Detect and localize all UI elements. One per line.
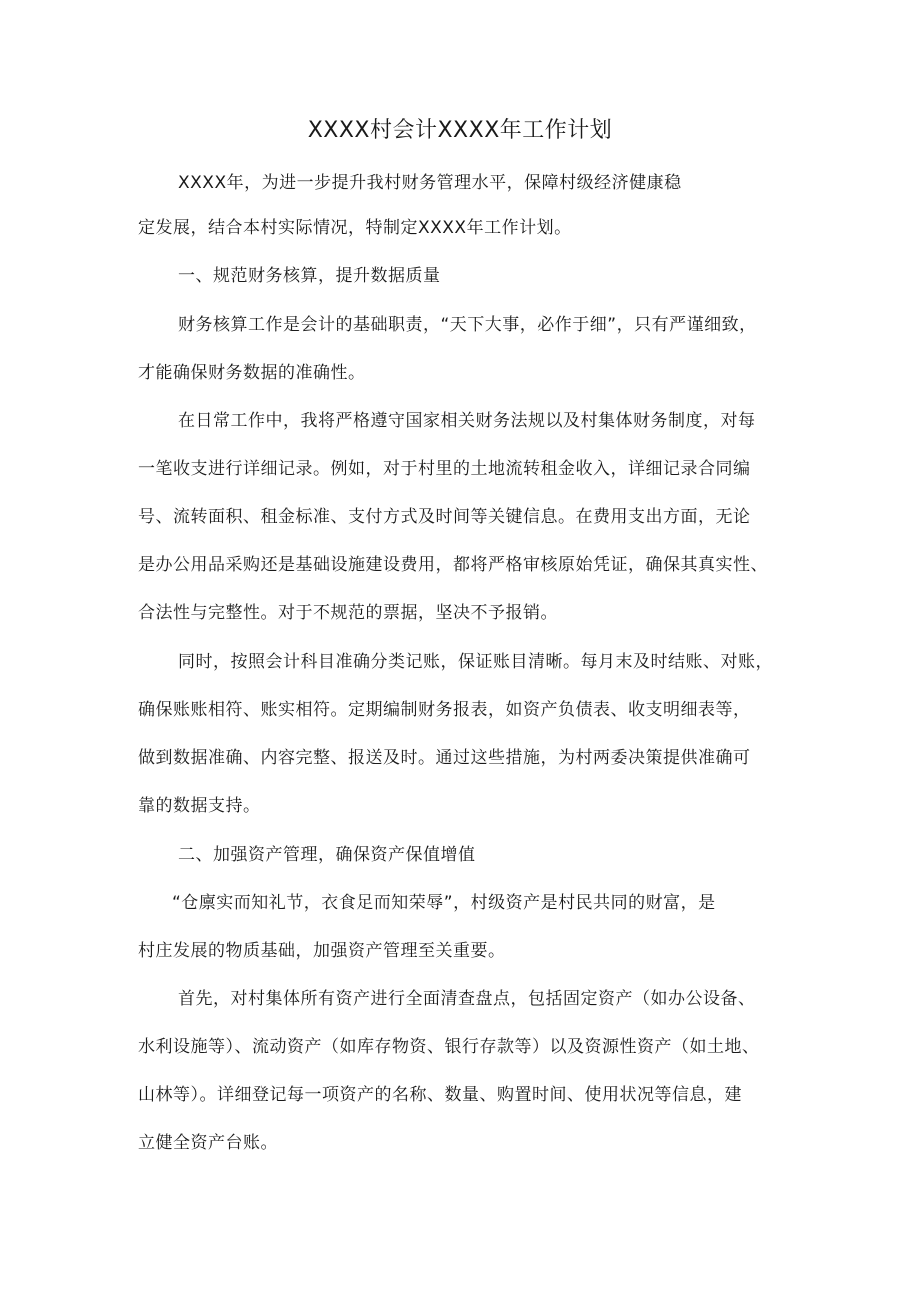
s1p1-line-1: 财务核算工作是会计的基础职责，“天下大事，必作于细”，只有严谨细致， (178, 315, 757, 335)
intro-line-1: XXXX年，为进一步提升我村财务管理水平，保障村级经济健康稳 (178, 173, 682, 193)
s1p2-line-2: 一笔收支进行详细记录。例如，对于村里的土地流转租金收入，详细记录合同编 (138, 459, 751, 479)
s1p1-line-2: 才能确保财务数据的准确性。 (138, 363, 366, 383)
section-2-heading: 二、加强资产管理，确保资产保值增值 (178, 845, 476, 865)
s1p2-line-5: 合法性与完整性。对于不规范的票据，坚决不予报销。 (138, 603, 558, 623)
s1p2-line-3: 号、流转面积、租金标准、支付方式及时间等关键信息。在费用支出方面，无论 (138, 507, 751, 527)
s2p2-line-4: 立健全资产台账。 (138, 1133, 278, 1153)
s2p1-line-1: “仓廪实而知礼节，衣食足而知荣辱”，村级资产是村民共同的财富，是 (172, 893, 716, 913)
s2p1-line-2: 村庄发展的物质基础，加强资产管理至关重要。 (138, 941, 506, 961)
s1p3-line-1: 同时，按照会计科目准确分类记账，保证账目清晰。每月末及时结账、对账， (178, 652, 773, 672)
document-title: XXXX村会计XXXX年工作计划 (307, 118, 613, 143)
s1p3-line-3: 做到数据准确、内容完整、报送及时。通过这些措施，为村两委决策提供准确可 (138, 748, 751, 768)
s1p2-line-1: 在日常工作中，我将严格遵守国家相关财务法规以及村集体财务制度，对每 (178, 411, 756, 431)
s1p2-line-4: 是办公用品采购还是基础设施建设费用，都将严格审核原始凭证，确保其真实性、 (138, 555, 768, 575)
intro-line-2: 定发展，结合本村实际情况，特制定XXXX年工作计划。 (138, 218, 572, 238)
s1p3-line-4: 靠的数据支持。 (138, 796, 261, 816)
s2p2-line-2: 水利设施等）、流动资产（如库存物资、银行存款等）以及资源性资产（如土地、 (138, 1037, 760, 1057)
s2p2-line-3: 山林等）。详细登记每一项资产的名称、数量、购置时间、使用状况等信息，建 (138, 1085, 742, 1105)
s2p2-line-1: 首先，对村集体所有资产进行全面清查盘点，包括固定资产（如办公设备、 (178, 989, 756, 1009)
s1p3-line-2: 确保账账相符、账实相符。定期编制财务报表，如资产负债表、收支明细表等， (138, 700, 751, 720)
section-1-heading: 一、规范财务核算，提升数据质量 (178, 266, 441, 286)
